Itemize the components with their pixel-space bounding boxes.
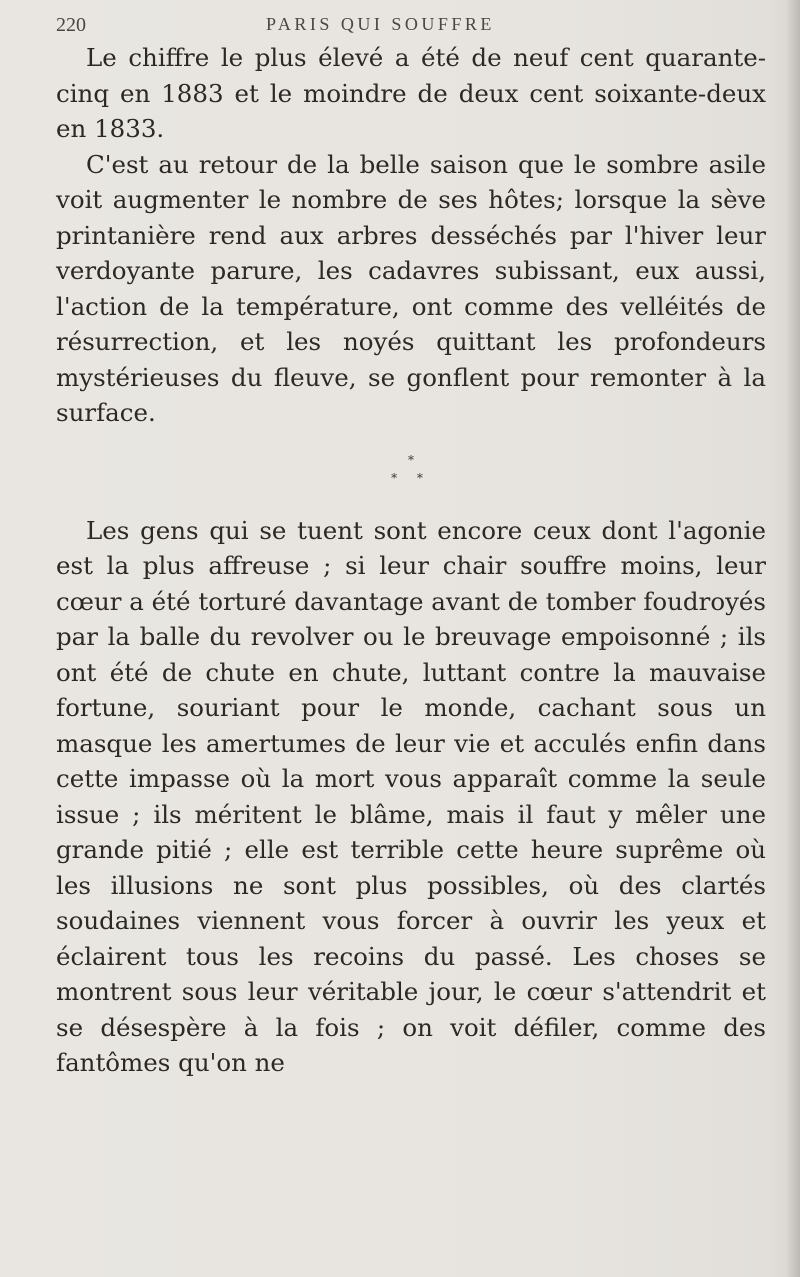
- paragraph: Le chiffre le plus élevé a été de neuf cent quarante-cinq en 1883 et le moindre de deux cent soixante-deux en 1833.: [56, 43, 766, 143]
- page-number: 220: [56, 14, 86, 36]
- paragraph: C'est au retour de la belle saison que le sombre asile voit augmenter le nombre de ses hôtes; lorsque la sève printanière rend aux arbres desséchés par l'hiver leur verdoyante parure, les cadavres subissant, eux aussi, l'action de la température, ont comme des velléités de résurrection, et les noyés quittant les profondeurs mystérieuses du fleuve, se gonflent pour remonter à la surface.: [56, 149, 766, 427]
- body-text: [56, 40, 766, 1081]
- section-separator: [56, 431, 766, 513]
- running-head: PARIS QUI SOUFFRE: [266, 14, 495, 34]
- page-edge-shadow: [786, 0, 800, 1277]
- page-header: [56, 14, 756, 40]
- separator-stars-bottom: * *: [391, 470, 431, 485]
- separator-star-top: *: [408, 452, 414, 467]
- paragraph: Les gens qui se tuent sont encore ceux dont l'agonie est la plus affreuse ; si leur chair souffre moins, leur cœur a été torturé davantage avant de tomber foudroyés par la balle du revolver ou le breuvage empoisonné ; ils ont été de chute en chute, luttant contre la mauvaise fortune, souriant pour le monde, cachant sous un masque les amertumes de leur vie et acculés enfin dans cette impasse où la mort vous apparaît comme la seule issue ; ils méritent le blâme, mais il faut y mêler une grande pitié ; elle est terrible cette heure suprême où les illusions ne sont plus possibles, où des clartés soudaines viennent vous forcer à ouvrir les yeux et éclairent tous les recoins du passé. Les choses se montrent sous leur véritable jour, le cœur s'attendrit et se désespère à la fois ; on voit défiler, comme des fantômes qu'on ne: [56, 515, 766, 1077]
